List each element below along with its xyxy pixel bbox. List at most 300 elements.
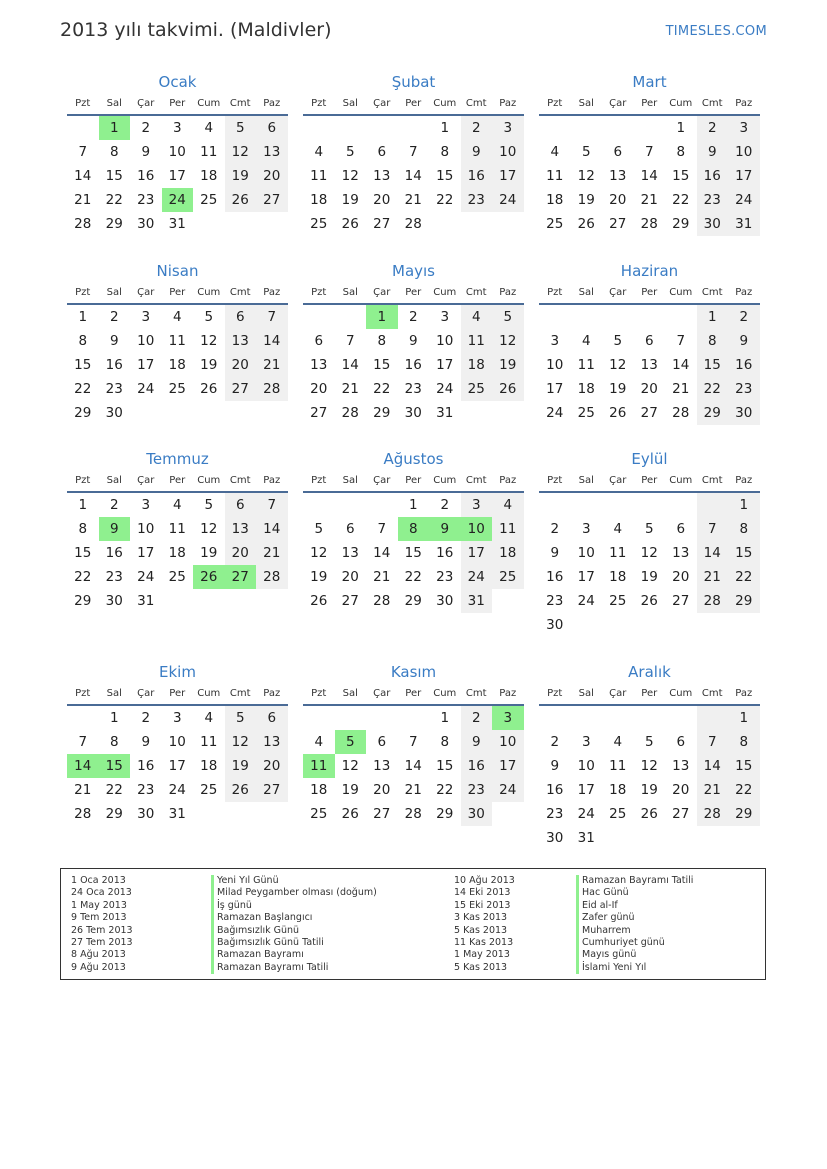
empty-cell — [366, 116, 398, 140]
legend-names-left — [211, 875, 377, 974]
weekday-label: Pzt — [75, 287, 91, 298]
empty-cell — [539, 493, 571, 517]
day-cell: 6 — [377, 144, 387, 160]
empty-cell — [665, 613, 697, 637]
weekday-label: Cmt — [465, 287, 487, 298]
day-cell: 3 — [581, 734, 591, 750]
empty-cell — [193, 212, 225, 236]
day-cell: 13 — [672, 545, 690, 561]
day-cell: 4 — [613, 521, 623, 537]
day-cell: 11 — [609, 758, 627, 774]
day-grid — [303, 493, 524, 613]
day-cell: 27 — [256, 778, 288, 802]
day-cell: 3 — [492, 706, 524, 730]
weekday-label: Çar — [373, 688, 391, 699]
day-cell: 9 — [461, 140, 493, 164]
day-cell: 12 — [341, 758, 359, 774]
weekday-label: Cum — [669, 475, 693, 486]
day-cell: 22 — [373, 381, 391, 397]
weekday-label: Çar — [137, 287, 155, 298]
day-cell: 28 — [341, 405, 359, 421]
day-cell: 2 — [109, 497, 119, 513]
day-cell: 28 — [74, 806, 92, 822]
day-cell: 26 — [200, 381, 218, 397]
day-cell: 28 — [404, 216, 422, 232]
day-cell: 2 — [440, 497, 450, 513]
day-cell: 14 — [697, 754, 729, 778]
day-cell: 13 — [609, 168, 627, 184]
day-cell: 6 — [225, 493, 257, 517]
day-cell: 15 — [672, 168, 690, 184]
day-grid — [67, 305, 288, 425]
day-cell: 9 — [550, 758, 560, 774]
day-cell: 22 — [74, 569, 92, 585]
day-cell: 6 — [256, 706, 288, 730]
day-cell: 1 — [728, 493, 760, 517]
empty-cell — [162, 401, 194, 425]
weekday-label: Cum — [433, 98, 457, 109]
day-cell: 5 — [644, 521, 654, 537]
day-cell: 24 — [577, 806, 595, 822]
day-cell: 29 — [436, 806, 454, 822]
day-cell: 24 — [492, 188, 524, 212]
day-cell: 1 — [99, 116, 131, 140]
day-cell: 4 — [581, 333, 591, 349]
day-cell: 8 — [109, 734, 119, 750]
weekday-label: Sal — [578, 287, 594, 298]
empty-cell — [335, 493, 367, 517]
day-cell: 6 — [377, 734, 387, 750]
day-cell: 24 — [461, 565, 493, 589]
day-grid — [67, 493, 288, 613]
day-cell: 7 — [408, 144, 418, 160]
day-cell: 15 — [697, 353, 729, 377]
day-cell: 19 — [609, 381, 627, 397]
day-cell: 25 — [546, 216, 564, 232]
empty-cell — [162, 589, 194, 613]
day-cell: 1 — [78, 497, 88, 513]
day-cell: 28 — [256, 377, 288, 401]
day-cell: 6 — [225, 305, 257, 329]
day-cell: 5 — [613, 333, 623, 349]
day-cell: 27 — [256, 188, 288, 212]
day-cell: 3 — [550, 333, 560, 349]
weekday-label: Sal — [578, 475, 594, 486]
day-cell: 30 — [546, 617, 564, 633]
weekday-header — [539, 93, 760, 116]
day-cell: 5 — [225, 706, 257, 730]
holiday-legend — [60, 868, 766, 980]
empty-cell — [225, 212, 257, 236]
empty-cell — [697, 826, 729, 850]
day-cell: 1 — [408, 497, 418, 513]
empty-cell — [571, 493, 603, 517]
empty-cell — [571, 613, 603, 637]
day-cell: 2 — [461, 706, 493, 730]
weekday-header — [303, 93, 524, 116]
month-block — [303, 260, 524, 425]
day-cell: 19 — [200, 545, 218, 561]
weekday-label: Pzt — [311, 475, 327, 486]
day-cell: 10 — [546, 357, 564, 373]
empty-cell — [634, 116, 666, 140]
day-cell: 31 — [436, 405, 454, 421]
day-cell: 21 — [404, 782, 422, 798]
empty-cell — [728, 613, 760, 637]
weekday-label: Cmt — [229, 475, 251, 486]
day-cell: 4 — [613, 734, 623, 750]
day-cell: 17 — [436, 357, 454, 373]
empty-cell — [398, 116, 430, 140]
empty-cell — [461, 212, 493, 236]
holiday-date: 15 Eki 2013 — [454, 899, 511, 911]
day-cell: 12 — [640, 758, 658, 774]
weekday-label: Pzt — [547, 98, 563, 109]
day-cell: 23 — [105, 381, 123, 397]
day-cell: 30 — [137, 806, 155, 822]
month-name: Ağustos — [383, 450, 444, 468]
day-cell: 18 — [577, 381, 595, 397]
day-cell: 6 — [676, 521, 686, 537]
empty-cell — [634, 706, 666, 730]
day-cell: 15 — [728, 754, 760, 778]
day-cell: 4 — [461, 305, 493, 329]
empty-cell — [539, 706, 571, 730]
weekday-header — [303, 282, 524, 305]
weekday-header — [67, 282, 288, 305]
day-cell: 10 — [137, 333, 155, 349]
holiday-date: 8 Ağu 2013 — [71, 949, 126, 961]
day-cell: 19 — [225, 164, 257, 188]
weekday-label: Pzt — [547, 475, 563, 486]
day-cell: 1 — [440, 120, 450, 136]
weekday-label: Per — [641, 475, 658, 486]
day-cell: 30 — [105, 405, 123, 421]
month-name: Temmuz — [146, 450, 209, 468]
weekday-label: Pzt — [311, 287, 327, 298]
day-cell: 15 — [404, 545, 422, 561]
holiday-name: Hac Günü — [576, 887, 693, 899]
day-cell: 2 — [550, 734, 560, 750]
day-cell: 6 — [314, 333, 324, 349]
day-cell: 31 — [577, 830, 595, 846]
empty-cell — [571, 305, 603, 329]
day-cell: 25 — [461, 377, 493, 401]
day-cell: 23 — [461, 778, 493, 802]
day-cell: 13 — [373, 758, 391, 774]
day-cell: 21 — [341, 381, 359, 397]
day-cell: 30 — [728, 401, 760, 425]
day-cell: 5 — [581, 144, 591, 160]
day-cell: 18 — [200, 758, 218, 774]
weekday-label: Çar — [373, 475, 391, 486]
day-cell: 18 — [310, 192, 328, 208]
empty-cell — [256, 802, 288, 826]
day-cell: 2 — [697, 116, 729, 140]
day-cell: 25 — [200, 192, 218, 208]
day-cell: 27 — [341, 593, 359, 609]
day-cell: 14 — [67, 754, 99, 778]
month-block — [539, 71, 760, 236]
holiday-name: Ramazan Bayramı Tatili — [211, 962, 377, 974]
day-cell: 16 — [105, 545, 123, 561]
empty-cell — [697, 706, 729, 730]
day-cell: 2 — [408, 309, 418, 325]
weekday-label: Çar — [137, 98, 155, 109]
day-cell: 24 — [162, 188, 194, 212]
weekday-label: Paz — [735, 287, 753, 298]
day-cell: 30 — [546, 830, 564, 846]
holiday-name: Eid al-If — [576, 900, 693, 912]
day-cell: 16 — [461, 754, 493, 778]
weekday-label: Cum — [669, 287, 693, 298]
day-cell: 12 — [640, 545, 658, 561]
weekday-label: Pzt — [547, 688, 563, 699]
month-block — [303, 71, 524, 236]
day-cell: 29 — [74, 593, 92, 609]
weekday-label: Per — [169, 475, 186, 486]
day-cell: 11 — [609, 545, 627, 561]
holiday-name: Yeni Yıl Günü — [211, 875, 377, 887]
day-cell: 27 — [310, 405, 328, 421]
day-cell: 16 — [728, 353, 760, 377]
day-cell: 2 — [109, 309, 119, 325]
weekday-label: Pzt — [75, 98, 91, 109]
day-cell: 13 — [256, 730, 288, 754]
day-cell: 15 — [436, 168, 454, 184]
day-cell: 6 — [345, 521, 355, 537]
day-cell: 19 — [200, 357, 218, 373]
holiday-name: İslami Yeni Yıl — [576, 962, 693, 974]
day-cell: 29 — [105, 216, 123, 232]
weekday-header — [303, 683, 524, 706]
weekday-label: Sal — [342, 688, 358, 699]
page-title: 2013 yılı takvimi. (Maldivler) — [60, 19, 332, 41]
day-cell: 22 — [404, 569, 422, 585]
holiday-name: Ramazan Bayramı — [211, 949, 377, 961]
day-cell: 22 — [436, 782, 454, 798]
empty-cell — [728, 826, 760, 850]
weekday-label: Per — [405, 688, 422, 699]
weekday-header — [67, 470, 288, 493]
holiday-date: 9 Tem 2013 — [71, 912, 127, 924]
holiday-date: 11 Kas 2013 — [454, 937, 514, 949]
day-cell: 1 — [676, 120, 686, 136]
day-cell: 10 — [492, 730, 524, 754]
day-cell: 9 — [728, 329, 760, 353]
day-cell: 14 — [404, 168, 422, 184]
day-cell: 4 — [172, 497, 182, 513]
weekday-label: Çar — [609, 688, 627, 699]
day-cell: 27 — [672, 806, 690, 822]
day-cell: 1 — [440, 710, 450, 726]
weekday-label: Per — [641, 98, 658, 109]
day-cell: 4 — [492, 493, 524, 517]
day-cell: 26 — [609, 405, 627, 421]
day-grid — [539, 116, 760, 236]
day-cell: 25 — [609, 593, 627, 609]
holiday-date: 1 Oca 2013 — [71, 875, 126, 886]
month-name: Mart — [632, 73, 667, 91]
weekday-label: Paz — [263, 475, 281, 486]
day-cell: 20 — [225, 541, 257, 565]
day-cell: 18 — [461, 353, 493, 377]
day-cell: 17 — [492, 754, 524, 778]
day-cell: 5 — [644, 734, 654, 750]
day-cell: 30 — [137, 216, 155, 232]
day-cell: 25 — [577, 405, 595, 421]
day-grid — [539, 305, 760, 425]
day-cell: 28 — [672, 405, 690, 421]
day-cell: 28 — [74, 216, 92, 232]
empty-cell — [335, 305, 367, 329]
day-cell: 23 — [404, 381, 422, 397]
weekday-label: Sal — [342, 98, 358, 109]
empty-cell — [539, 305, 571, 329]
day-cell: 2 — [141, 710, 151, 726]
day-cell: 23 — [461, 188, 493, 212]
empty-cell — [303, 493, 335, 517]
day-cell: 1 — [728, 706, 760, 730]
holiday-date: 3 Kas 2013 — [454, 912, 508, 924]
day-cell: 12 — [609, 357, 627, 373]
day-cell: 12 — [200, 521, 218, 537]
day-cell: 14 — [341, 357, 359, 373]
day-cell: 11 — [546, 168, 564, 184]
empty-cell — [602, 116, 634, 140]
day-cell: 18 — [168, 545, 186, 561]
day-cell: 27 — [373, 806, 391, 822]
holiday-name: Muharrem — [576, 925, 693, 937]
day-cell: 11 — [200, 144, 218, 160]
day-cell: 10 — [492, 140, 524, 164]
day-cell: 25 — [492, 565, 524, 589]
month-block — [539, 661, 760, 850]
day-cell: 20 — [341, 569, 359, 585]
day-cell: 15 — [74, 357, 92, 373]
day-cell: 21 — [373, 569, 391, 585]
day-cell: 21 — [404, 192, 422, 208]
day-cell: 7 — [78, 734, 88, 750]
weekday-label: Cmt — [229, 688, 251, 699]
holiday-name: Milad Peygamber olması (doğum) — [211, 887, 377, 899]
day-cell: 24 — [577, 593, 595, 609]
day-cell: 13 — [373, 168, 391, 184]
day-cell: 17 — [577, 782, 595, 798]
day-cell: 28 — [697, 589, 729, 613]
day-cell: 5 — [345, 144, 355, 160]
day-cell: 26 — [225, 778, 257, 802]
day-cell: 22 — [697, 377, 729, 401]
day-cell: 6 — [256, 116, 288, 140]
day-cell: 22 — [672, 192, 690, 208]
day-cell: 14 — [404, 758, 422, 774]
day-cell: 29 — [697, 401, 729, 425]
day-cell: 16 — [697, 164, 729, 188]
day-cell: 27 — [640, 405, 658, 421]
day-cell: 13 — [225, 329, 257, 353]
day-cell: 15 — [105, 168, 123, 184]
day-cell: 19 — [341, 782, 359, 798]
day-cell: 19 — [640, 782, 658, 798]
weekday-label: Cmt — [229, 98, 251, 109]
day-cell: 11 — [168, 521, 186, 537]
weekday-label: Çar — [609, 475, 627, 486]
day-cell: 26 — [225, 188, 257, 212]
day-cell: 5 — [314, 521, 324, 537]
day-cell: 8 — [440, 144, 450, 160]
day-cell: 6 — [676, 734, 686, 750]
day-cell: 3 — [440, 309, 450, 325]
empty-cell — [602, 613, 634, 637]
weekday-label: Paz — [735, 688, 753, 699]
weekday-label: Cmt — [465, 98, 487, 109]
day-cell: 12 — [310, 545, 328, 561]
day-cell: 28 — [640, 216, 658, 232]
holiday-name: Bağımsızlık Günü Tatili — [211, 937, 377, 949]
day-cell: 12 — [341, 168, 359, 184]
day-cell: 14 — [256, 329, 288, 353]
weekday-label: Per — [169, 688, 186, 699]
holiday-date: 9 Ağu 2013 — [71, 961, 126, 973]
day-cell: 20 — [609, 192, 627, 208]
month-block — [539, 448, 760, 637]
day-cell: 16 — [461, 164, 493, 188]
day-cell: 7 — [697, 517, 729, 541]
day-cell: 25 — [310, 216, 328, 232]
day-cell: 20 — [256, 754, 288, 778]
day-cell: 15 — [728, 541, 760, 565]
day-cell: 3 — [172, 710, 182, 726]
month-block — [67, 448, 288, 613]
day-cell: 26 — [341, 806, 359, 822]
day-cell: 15 — [99, 754, 131, 778]
day-cell: 3 — [172, 120, 182, 136]
day-cell: 16 — [105, 357, 123, 373]
day-cell: 10 — [168, 734, 186, 750]
day-cell: 1 — [697, 305, 729, 329]
empty-cell — [634, 826, 666, 850]
holiday-date: 5 Kas 2013 — [454, 924, 508, 936]
day-cell: 28 — [373, 593, 391, 609]
day-cell: 24 — [168, 782, 186, 798]
day-cell: 29 — [373, 405, 391, 421]
weekday-label: Paz — [499, 98, 517, 109]
weekday-label: Per — [641, 287, 658, 298]
brand-link[interactable]: TIMESLES.COM — [665, 24, 767, 39]
holiday-date: 5 Kas 2013 — [454, 961, 508, 973]
empty-cell — [130, 401, 162, 425]
day-cell: 29 — [404, 593, 422, 609]
weekday-label: Cmt — [229, 287, 251, 298]
day-cell: 27 — [609, 216, 627, 232]
day-cell: 12 — [225, 730, 257, 754]
day-cell: 7 — [345, 333, 355, 349]
day-cell: 7 — [377, 521, 387, 537]
day-cell: 19 — [640, 569, 658, 585]
day-cell: 18 — [609, 782, 627, 798]
empty-cell — [366, 493, 398, 517]
weekday-label: Sal — [342, 287, 358, 298]
empty-cell — [398, 706, 430, 730]
day-cell: 8 — [440, 734, 450, 750]
day-cell: 25 — [609, 806, 627, 822]
day-cell: 16 — [436, 545, 454, 561]
day-cell: 8 — [728, 517, 760, 541]
day-cell: 16 — [137, 758, 155, 774]
day-cell: 16 — [404, 357, 422, 373]
day-cell: 14 — [373, 545, 391, 561]
